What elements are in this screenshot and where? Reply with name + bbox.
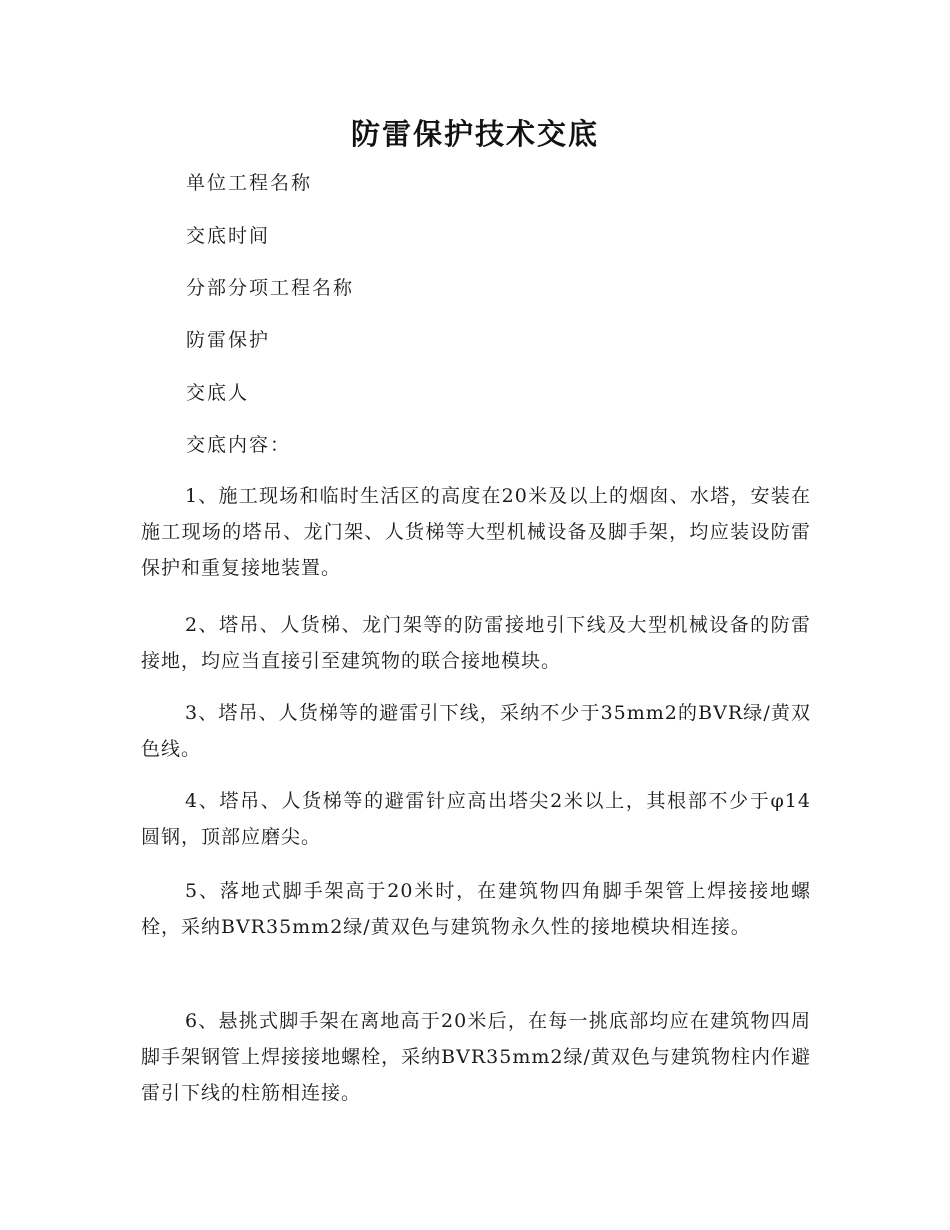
paragraph-4: 4、塔吊、人货梯等的避雷针应高出塔尖2米以上，其根部不少于φ14圆钢，顶部应磨尖。: [141, 790, 811, 848]
paragraph-3: 3、塔吊、人货梯等的避雷引下线，采纳不少于35mm2的BVR绿/黄双色线。: [141, 702, 811, 760]
paragraph-5: 5、落地式脚手架高于20米时，在建筑物四角脚手架管上焊接接地螺栓，采纳BVR35mm2绿/黄双色与建筑物永久性的接地模块相连接。: [141, 880, 811, 938]
field-lightning-protection: 防雷保护: [186, 329, 271, 351]
document-title: 防雷保护技术交底: [350, 117, 599, 151]
paragraph-2: 2、塔吊、人货梯、龙门架等的防雷接地引下线及大型机械设备的防雷接地，均应当直接引至建筑物的联合接地模块。: [141, 614, 811, 672]
field-subproject-name: 分部分项工程名称: [186, 277, 355, 299]
paragraph-6: 6、悬挑式脚手架在离地高于20米后，在每一挑底部均应在建筑物四周脚手架钢管上焊接接地螺栓，采纳BVR35mm2绿/黄双色与建筑物柱内作避雷引下线的柱筋相连接。: [141, 1010, 811, 1104]
paragraph-1: 1、施工现场和临时生活区的高度在20米及以上的烟囱、水塔，安装在施工现场的塔吊、龙门架、人货梯等大型机械设备及脚手架，均应装设防雷保护和重复接地装置。: [141, 485, 811, 579]
field-handover-time: 交底时间: [186, 225, 271, 247]
field-project-name: 单位工程名称: [186, 172, 313, 194]
field-handover-content: 交底内容：: [186, 434, 292, 456]
field-handover-person: 交底人: [186, 382, 250, 404]
